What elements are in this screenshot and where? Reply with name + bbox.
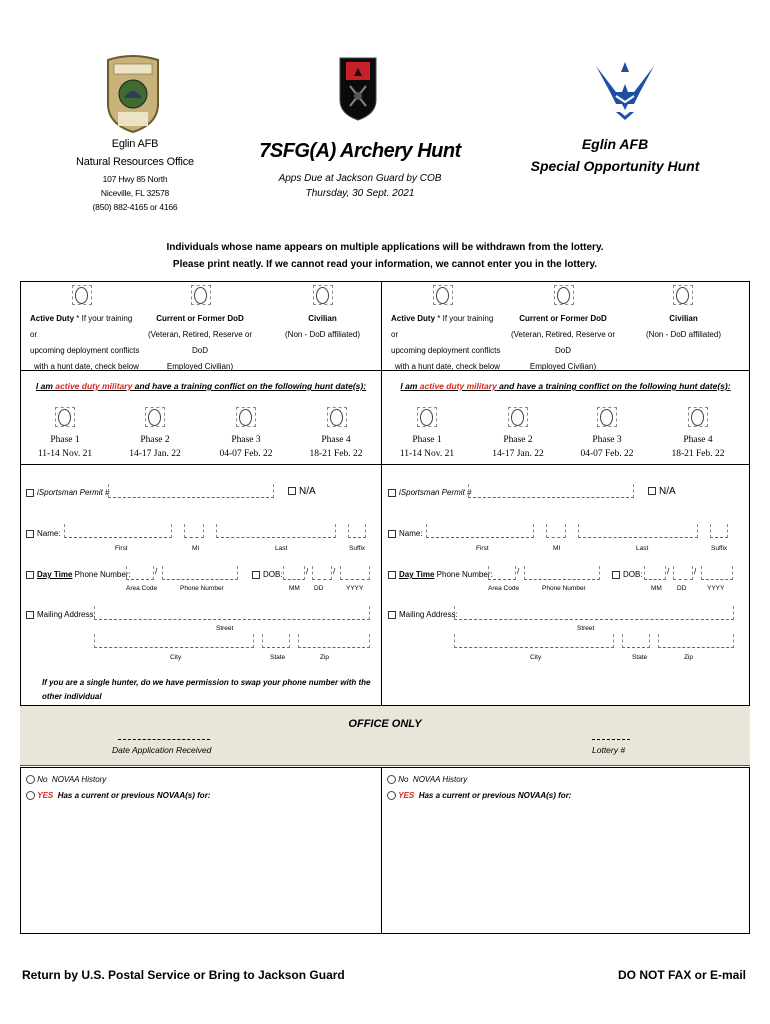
notice-print-neatly: Please print neatly. If we cannot read your information, we cannot enter you in the lottery.	[172, 259, 598, 270]
no-novaa-text-left: NOVAA History	[51, 775, 107, 784]
phase-2-name-right: Phase 2	[503, 435, 533, 445]
na-label-right: N/A	[659, 486, 676, 497]
dob-slash1-right: /	[667, 567, 670, 576]
street-caption-left: Street	[216, 625, 234, 632]
zip-caption-right: Zip	[684, 654, 694, 661]
phase-3-radio-right[interactable]	[600, 409, 613, 426]
phone-slash-left: /	[155, 567, 158, 576]
yes-label-left: YES	[37, 791, 54, 800]
phase-2-dates-right: 14-17 Jan. 22	[492, 449, 544, 459]
dob-dd-input-left[interactable]	[312, 566, 332, 580]
dob-label-left: DOB:	[263, 570, 283, 579]
zip-caption-left: Zip	[320, 654, 330, 661]
dob-yyyy-input-left[interactable]	[340, 566, 370, 580]
na-checkbox-right[interactable]	[648, 487, 656, 495]
air-force-logo	[594, 56, 656, 122]
active-duty-radio-left[interactable]	[75, 287, 88, 304]
phase-2-radio-left[interactable]	[148, 409, 161, 426]
phase-3-dates-left: 04-07 Feb. 22	[219, 449, 273, 459]
phase-4-radio-right[interactable]	[691, 409, 704, 426]
dod-radio-left[interactable]	[194, 287, 207, 304]
permit-label-left: iSportsman Permit #	[37, 488, 110, 497]
form-due-line: Apps Due at Jackson Guard by COB	[278, 173, 442, 184]
phase-4-name-left: Phase 4	[321, 435, 351, 445]
right-header-subtitle: Special Opportunity Hunt	[530, 158, 700, 174]
active-text3-right: with a hunt date, check below	[395, 362, 500, 371]
state-caption-right: State	[632, 654, 648, 661]
phone-checkbox-left[interactable]	[26, 571, 34, 579]
suffix-caption-left: Suffix	[349, 545, 366, 552]
yes-label-right: YES	[398, 791, 415, 800]
conflict-highlight-left: active duty military	[55, 381, 133, 391]
dod-title-right: Current or Former DoD	[519, 314, 607, 323]
civilian-text-left: (Non - DoD affiliated)	[285, 330, 360, 339]
zip-input-right[interactable]	[658, 634, 734, 648]
form-due-date: Thursday, 30 Sept. 2021	[305, 188, 415, 199]
mi-caption-left: MI	[192, 545, 200, 552]
phase-1-name-left: Phase 1	[50, 435, 80, 445]
conflict-line-right	[383, 381, 748, 391]
yyyy-caption-left: YYYY	[346, 585, 364, 592]
dod-radio-right[interactable]	[557, 287, 570, 304]
dob-slash2-left: /	[333, 567, 336, 576]
left-header-phone: (850) 882-4165 or 4166	[92, 202, 178, 212]
first-name-input-right[interactable]	[426, 524, 534, 538]
dob-checkbox-left[interactable]	[252, 571, 260, 579]
phase-4-dates-left: 18-21 Feb. 22	[309, 449, 363, 459]
mi-input-left[interactable]	[184, 524, 204, 538]
na-checkbox-left[interactable]	[288, 487, 296, 495]
conflict-highlight-right: active duty military	[419, 381, 497, 391]
dob-dd-input-right[interactable]	[673, 566, 693, 580]
active-text2-left: upcoming deployment conflicts	[30, 346, 140, 355]
conflict-post-right: and have a training conflict on the following hunt date(s):	[496, 381, 731, 391]
dd-caption-right: DD	[677, 585, 687, 592]
street-caption-right: Street	[577, 625, 595, 632]
active-text1-left: If your training or	[30, 314, 133, 339]
phone-checkbox-right[interactable]	[388, 571, 396, 579]
mailing-label-right: Mailing Address:	[399, 610, 458, 619]
phone-number-input-left[interactable]	[162, 566, 238, 580]
dob-mm-input-right[interactable]	[644, 566, 666, 580]
active-text3-left: with a hunt date, check below	[34, 362, 139, 371]
mi-input-right[interactable]	[546, 524, 566, 538]
civilian-title-left: Civilian	[308, 314, 337, 323]
area-code-caption-left: Area Code	[126, 585, 158, 592]
conflict-post-left: and have a training conflict on the following hunt date(s):	[132, 381, 367, 391]
last-name-input-right[interactable]	[578, 524, 698, 538]
yyyy-caption-right: YYYY	[707, 585, 725, 592]
phase-4-name-right: Phase 4	[683, 435, 713, 445]
dod-text2-right: Employed Civilian)	[529, 362, 597, 371]
civilian-radio-left[interactable]	[316, 287, 329, 304]
form-title: 7SFG(A) Archery Hunt	[259, 140, 461, 162]
city-input-right[interactable]	[454, 634, 614, 648]
phone-slash-right: /	[517, 567, 520, 576]
last-name-input-left[interactable]	[216, 524, 336, 538]
suffix-caption-right: Suffix	[711, 545, 728, 552]
no-label-left: No	[37, 775, 48, 784]
permit-input-left[interactable]	[108, 484, 274, 498]
suffix-input-left[interactable]	[348, 524, 366, 538]
yes-novaa-text-left: Has a current or previous NOVAA(s) for:	[57, 791, 211, 800]
yes-novaa-radio-left[interactable]	[26, 791, 35, 800]
name-checkbox-left[interactable]	[26, 530, 34, 538]
street-input-right[interactable]	[454, 606, 734, 620]
state-caption-left: State	[270, 654, 286, 661]
daytime-label-right: Day Time	[399, 570, 435, 579]
active-text1-right: If your training or	[391, 314, 494, 339]
first-caption-right: First	[476, 545, 489, 552]
phase-1-dates-right: 11-14 Nov. 21	[399, 449, 455, 459]
conflict-pre-right: I am	[400, 381, 420, 391]
date-received-label: Date Application Received	[112, 745, 212, 755]
dob-label-right: DOB:	[623, 570, 643, 579]
no-novaa-radio-right[interactable]	[387, 775, 396, 784]
na-label-left: N/A	[299, 486, 316, 497]
street-input-left[interactable]	[94, 606, 370, 620]
phase-1-radio-right[interactable]	[420, 409, 433, 426]
conflict-line-left	[22, 381, 380, 391]
mm-caption-left: MM	[289, 585, 300, 592]
mailing-checkbox-left[interactable]	[26, 611, 34, 619]
left-header-title: Eglin AFB	[111, 138, 159, 150]
phone-number-caption-right: Phone Number	[542, 585, 586, 592]
suffix-input-right[interactable]	[710, 524, 728, 538]
phase-3-name-left: Phase 3	[231, 435, 261, 445]
dob-checkbox-right[interactable]	[612, 571, 620, 579]
phase-3-name-right: Phase 3	[592, 435, 622, 445]
city-input-left[interactable]	[94, 634, 254, 648]
mm-caption-right: MM	[651, 585, 662, 592]
left-header-address1: 107 Hwy 85 North	[102, 174, 168, 184]
area-code-input-right[interactable]	[488, 566, 516, 580]
city-caption-right: City	[530, 654, 542, 661]
permit-checkbox-left[interactable]	[26, 489, 34, 497]
phase-3-radio-left[interactable]	[239, 409, 252, 426]
yes-novaa-text-right: Has a current or previous NOVAA(s) for:	[418, 791, 572, 800]
left-header-address2: Niceville, FL 32578	[100, 188, 170, 198]
yes-novaa-radio-right[interactable]	[387, 791, 396, 800]
name-label-left: Name:	[37, 529, 61, 538]
active-star-right: *	[437, 314, 441, 323]
phase-1-dates-left: 11-14 Nov. 21	[37, 449, 93, 459]
last-caption-right: Last	[636, 545, 649, 552]
phone-label-right: Phone Number:	[434, 570, 493, 579]
dod-text1-right: (Veteran, Retired, Reserve or DoD	[510, 330, 616, 355]
phase-2-name-left: Phase 2	[140, 435, 170, 445]
sfg-crest-logo	[338, 56, 378, 122]
phase-4-radio-left[interactable]	[330, 409, 343, 426]
city-caption-left: City	[170, 654, 182, 661]
mailing-label-left: Mailing Address:	[37, 610, 96, 619]
active-text2-right: upcoming deployment conflicts	[391, 346, 501, 355]
active-duty-radio-right[interactable]	[436, 287, 449, 304]
permit-label-right: iSportsman Permit #	[399, 488, 472, 497]
phase-1-name-right: Phase 1	[412, 435, 442, 445]
dob-mm-input-left[interactable]	[283, 566, 305, 580]
active-duty-label-right: Active Duty	[391, 314, 436, 323]
phone-label-left: Phone Number:	[72, 570, 131, 579]
left-header-office: Natural Resources Office	[76, 156, 194, 168]
dob-yyyy-input-right[interactable]	[701, 566, 733, 580]
office-only-band	[20, 706, 750, 766]
phone-number-input-right[interactable]	[524, 566, 600, 580]
dod-title-left: Current or Former DoD	[156, 314, 244, 323]
name-checkbox-right[interactable]	[388, 530, 396, 538]
phone-number-caption-left: Phone Number	[180, 585, 224, 592]
phase-4-dates-right: 18-21 Feb. 22	[671, 449, 725, 459]
mailing-checkbox-right[interactable]	[388, 611, 396, 619]
daytime-label-left: Day Time	[37, 570, 73, 579]
mi-caption-right: MI	[553, 545, 561, 552]
first-name-input-left[interactable]	[64, 524, 172, 538]
active-star-left: *	[76, 314, 80, 323]
dod-text2-left: Employed Civilian)	[166, 362, 234, 371]
first-caption-left: First	[115, 545, 128, 552]
state-input-right[interactable]	[622, 634, 650, 648]
notice-multiple-apps: Individuals whose name appears on multiple applications will be withdrawn from the lottery.	[166, 242, 604, 253]
civilian-radio-right[interactable]	[676, 287, 689, 304]
dob-slash2-right: /	[694, 567, 697, 576]
area-code-caption-right: Area Code	[488, 585, 520, 592]
no-label-right: No	[398, 775, 409, 784]
civilian-text-right: (Non - DoD affiliated)	[646, 330, 721, 339]
dob-slash1-left: /	[306, 567, 309, 576]
permit-input-right[interactable]	[468, 484, 634, 498]
civilian-title-right: Civilian	[669, 314, 698, 323]
active-duty-label-left: Active Duty	[30, 314, 75, 323]
right-header-title: Eglin AFB	[581, 136, 649, 152]
zip-input-left[interactable]	[298, 634, 370, 648]
area-code-input-left[interactable]	[126, 566, 154, 580]
phase-2-dates-left: 14-17 Jan. 22	[129, 449, 181, 459]
phase-3-dates-right: 04-07 Feb. 22	[580, 449, 634, 459]
phase-1-radio-left[interactable]	[58, 409, 71, 426]
natural-resources-logo	[104, 54, 162, 134]
no-novaa-text-right: NOVAA History	[412, 775, 468, 784]
lottery-number-label: Lottery #	[592, 745, 626, 755]
footer-no-fax: DO NOT FAX or E-mail	[617, 968, 746, 982]
dod-text1-left: (Veteran, Retired, Reserve or DoD	[147, 330, 253, 355]
state-input-left[interactable]	[262, 634, 290, 648]
name-label-right: Name:	[399, 529, 423, 538]
conflict-pre-left: I am	[35, 381, 56, 391]
office-only-title: OFFICE ONLY	[348, 718, 422, 730]
swap-question-line1: If you are a single hunter, do we have permission to swap your phone number with the other individual	[42, 678, 371, 701]
no-novaa-radio-left[interactable]	[26, 775, 35, 784]
phase-2-radio-right[interactable]	[511, 409, 524, 426]
dd-caption-left: DD	[314, 585, 324, 592]
permit-checkbox-right[interactable]	[388, 489, 396, 497]
footer-return-instructions: Return by U.S. Postal Service or Bring to Jackson Guard	[22, 968, 345, 982]
last-caption-left: Last	[275, 545, 288, 552]
